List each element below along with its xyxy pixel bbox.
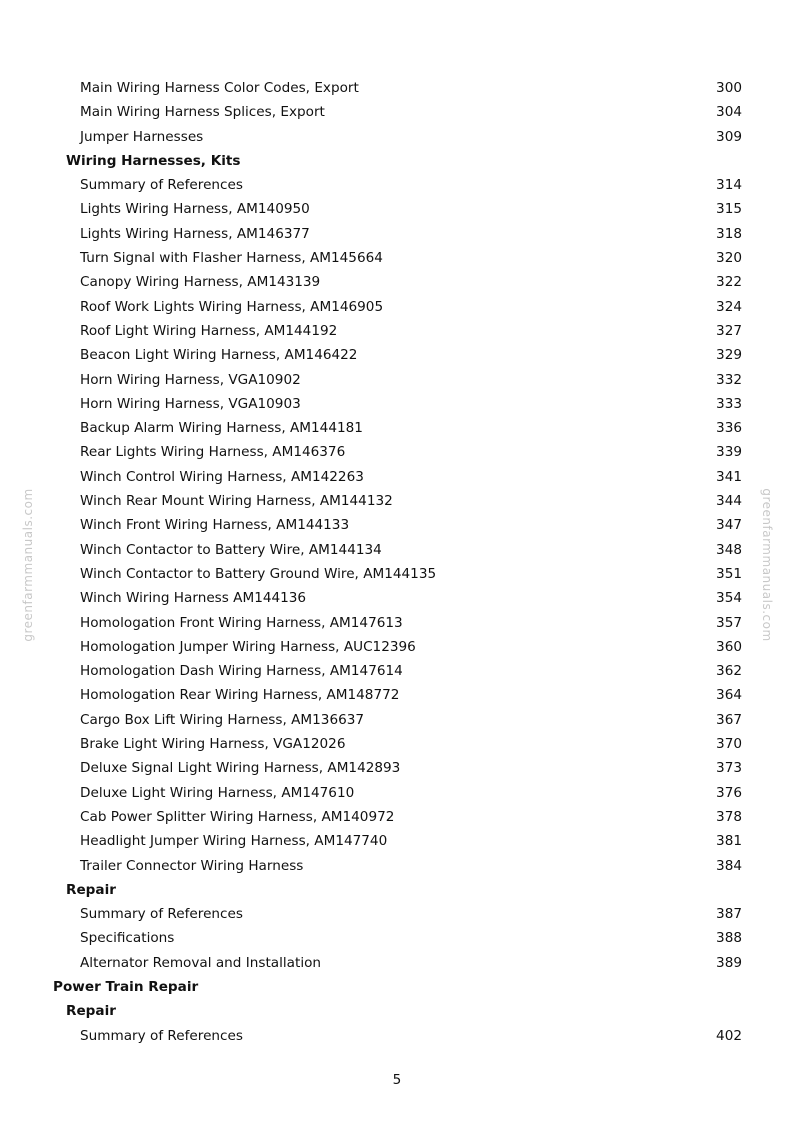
toc-entry[interactable] xyxy=(0,611,794,635)
toc-entry-title: Horn Wiring Harness, VGA10903 xyxy=(80,395,301,412)
toc-section-heading[interactable] xyxy=(0,149,794,173)
toc-entry-title: Winch Contactor to Battery Wire, AM144134 xyxy=(80,541,382,558)
toc-entry-title: Cargo Box Lift Wiring Harness, AM136637 xyxy=(80,711,365,728)
toc-entry-title: Rear Lights Wiring Harness, AM146376 xyxy=(80,444,346,461)
toc-entry-title: Homologation Dash Wiring Harness, AM147614 xyxy=(80,663,403,680)
toc-entry-title: Wiring Harnesses, Kits xyxy=(66,152,241,169)
toc-entry[interactable] xyxy=(0,586,794,610)
toc-entry-title: Horn Wiring Harness, VGA10902 xyxy=(80,371,301,388)
toc-entry-title: Repair xyxy=(66,1003,116,1020)
toc-section-heading[interactable] xyxy=(0,999,794,1023)
toc-entry-page: 381 xyxy=(716,833,742,850)
toc-entry-title: Winch Front Wiring Harness, AM144133 xyxy=(80,517,350,534)
toc-entry-page: 367 xyxy=(716,711,742,728)
toc-entry[interactable] xyxy=(0,781,794,805)
toc-entry[interactable] xyxy=(0,659,794,683)
toc-entry[interactable] xyxy=(0,319,794,343)
toc-entry-title: Homologation Rear Wiring Harness, AM148772 xyxy=(80,687,400,704)
toc-entry-page: 344 xyxy=(716,493,742,510)
toc-entry[interactable] xyxy=(0,805,794,829)
toc-entry[interactable] xyxy=(0,465,794,489)
toc-entry-title: Summary of References xyxy=(80,906,243,923)
toc-entry-page: 315 xyxy=(716,201,742,218)
toc-entry-page: 336 xyxy=(716,420,742,437)
toc-entry-title: Repair xyxy=(66,881,116,898)
toc-entry-page: 327 xyxy=(716,322,742,339)
toc-entry-title: Deluxe Light Wiring Harness, AM147610 xyxy=(80,784,355,801)
watermark-left: greenfarmmanuals.com xyxy=(21,488,35,642)
toc-entry[interactable] xyxy=(0,854,794,878)
toc-entry-title: Roof Light Wiring Harness, AM144192 xyxy=(80,322,338,339)
toc-entry-page: 362 xyxy=(716,663,742,680)
toc-entry-title: Summary of References xyxy=(80,177,243,194)
toc-entry-title: Homologation Front Wiring Harness, AM147613 xyxy=(80,614,403,631)
toc-entry-page: 357 xyxy=(716,614,742,631)
toc-entry-title: Cab Power Splitter Wiring Harness, AM140972 xyxy=(80,808,395,825)
toc-entry[interactable] xyxy=(0,100,794,124)
toc-entry-page: 387 xyxy=(716,906,742,923)
toc-entry-title: Specifications xyxy=(80,930,175,947)
toc-entry-title: Beacon Light Wiring Harness, AM146422 xyxy=(80,347,358,364)
table-of-contents xyxy=(0,76,794,1048)
toc-entry[interactable] xyxy=(0,513,794,537)
toc-entry[interactable] xyxy=(0,902,794,926)
toc-section-heading[interactable] xyxy=(0,975,794,999)
toc-entry-title: Winch Control Wiring Harness, AM142263 xyxy=(80,468,364,485)
toc-entry-page: 322 xyxy=(716,274,742,291)
toc-entry-title: Deluxe Signal Light Wiring Harness, AM142893 xyxy=(80,760,401,777)
toc-entry-page: 324 xyxy=(716,298,742,315)
toc-entry[interactable] xyxy=(0,295,794,319)
toc-entry-title: Headlight Jumper Wiring Harness, AM147740 xyxy=(80,833,388,850)
toc-entry-title: Summary of References xyxy=(80,1027,243,1044)
toc-entry-title: Power Train Repair xyxy=(53,978,199,995)
toc-entry-page: 339 xyxy=(716,444,742,461)
toc-entry-page: 304 xyxy=(716,104,742,121)
toc-entry-title: Alternator Removal and Installation xyxy=(80,954,322,971)
toc-entry[interactable] xyxy=(0,246,794,270)
toc-entry[interactable] xyxy=(0,76,794,100)
toc-entry[interactable] xyxy=(0,222,794,246)
toc-entry-title: Trailer Connector Wiring Harness xyxy=(80,857,304,874)
toc-entry-title: Canopy Wiring Harness, AM143139 xyxy=(80,274,321,291)
toc-entry-page: 300 xyxy=(716,80,742,96)
toc-entry[interactable] xyxy=(0,829,794,853)
toc-entry-title: Brake Light Wiring Harness, VGA12026 xyxy=(80,736,346,753)
toc-entry[interactable] xyxy=(0,683,794,707)
toc-entry-page: 360 xyxy=(716,638,742,655)
toc-entry[interactable] xyxy=(0,756,794,780)
page-number: 5 xyxy=(392,1072,402,1088)
toc-entry-page: 378 xyxy=(716,808,742,825)
toc-entry[interactable] xyxy=(0,440,794,464)
toc-entry-page: 347 xyxy=(716,517,742,534)
toc-entry-title: Winch Rear Mount Wiring Harness, AM144132 xyxy=(80,493,393,510)
toc-entry[interactable] xyxy=(0,635,794,659)
watermark-right: greenfarmmanuals.com xyxy=(760,488,774,642)
toc-entry-title: Backup Alarm Wiring Harness, AM144181 xyxy=(80,420,363,437)
toc-entry-page: 364 xyxy=(716,687,742,704)
toc-entry-page: 376 xyxy=(716,784,742,801)
toc-entry[interactable] xyxy=(0,416,794,440)
toc-entry-page: 309 xyxy=(716,128,742,145)
toc-entry-page: 402 xyxy=(716,1027,742,1044)
toc-entry-title: Winch Contactor to Battery Ground Wire, AM144135 xyxy=(80,565,437,582)
toc-entry-title: Jumper Harnesses xyxy=(80,128,204,145)
toc-entry-page: 329 xyxy=(716,347,742,364)
toc-entry-page: 341 xyxy=(716,468,742,485)
toc-entry[interactable] xyxy=(0,125,794,149)
toc-entry[interactable] xyxy=(0,708,794,732)
toc-entry[interactable] xyxy=(0,562,794,586)
toc-section-heading[interactable] xyxy=(0,878,794,902)
toc-entry-page: 388 xyxy=(716,930,742,947)
toc-entry-page: 320 xyxy=(716,250,742,267)
toc-entry[interactable] xyxy=(0,368,794,392)
toc-entry-title: Roof Work Lights Wiring Harness, AM146905 xyxy=(80,298,384,315)
toc-entry-title: Main Wiring Harness Color Codes, Export xyxy=(80,80,359,96)
toc-entry-title: Main Wiring Harness Splices, Export xyxy=(80,104,325,121)
toc-entry-title: Lights Wiring Harness, AM146377 xyxy=(80,225,310,242)
toc-entry-page: 318 xyxy=(716,225,742,242)
toc-entry-page: 348 xyxy=(716,541,742,558)
toc-entry-title: Homologation Jumper Wiring Harness, AUC12396 xyxy=(80,638,416,655)
toc-entry-page: 370 xyxy=(716,736,742,753)
toc-entry-page: 314 xyxy=(716,177,742,194)
toc-entry-page: 332 xyxy=(716,371,742,388)
toc-entry-title: Lights Wiring Harness, AM140950 xyxy=(80,201,310,218)
toc-entry[interactable] xyxy=(0,732,794,756)
toc-entry[interactable] xyxy=(0,173,794,197)
toc-entry-page: 333 xyxy=(716,395,742,412)
toc-entry[interactable] xyxy=(0,1024,794,1048)
toc-entry[interactable] xyxy=(0,538,794,562)
toc-entry[interactable] xyxy=(0,270,794,294)
toc-entry-page: 351 xyxy=(716,565,742,582)
toc-entry[interactable] xyxy=(0,926,794,950)
toc-entry-page: 354 xyxy=(716,590,742,607)
toc-entry[interactable] xyxy=(0,343,794,367)
toc-entry-title: Winch Wiring Harness AM144136 xyxy=(80,590,307,607)
toc-entry-title: Turn Signal with Flasher Harness, AM145664 xyxy=(80,250,383,267)
toc-entry[interactable] xyxy=(0,197,794,221)
toc-entry-page: 389 xyxy=(716,954,742,971)
toc-entry[interactable] xyxy=(0,951,794,975)
toc-entry-page: 384 xyxy=(716,857,742,874)
toc-entry-page: 373 xyxy=(716,760,742,777)
toc-entry[interactable] xyxy=(0,489,794,513)
toc-entry[interactable] xyxy=(0,392,794,416)
